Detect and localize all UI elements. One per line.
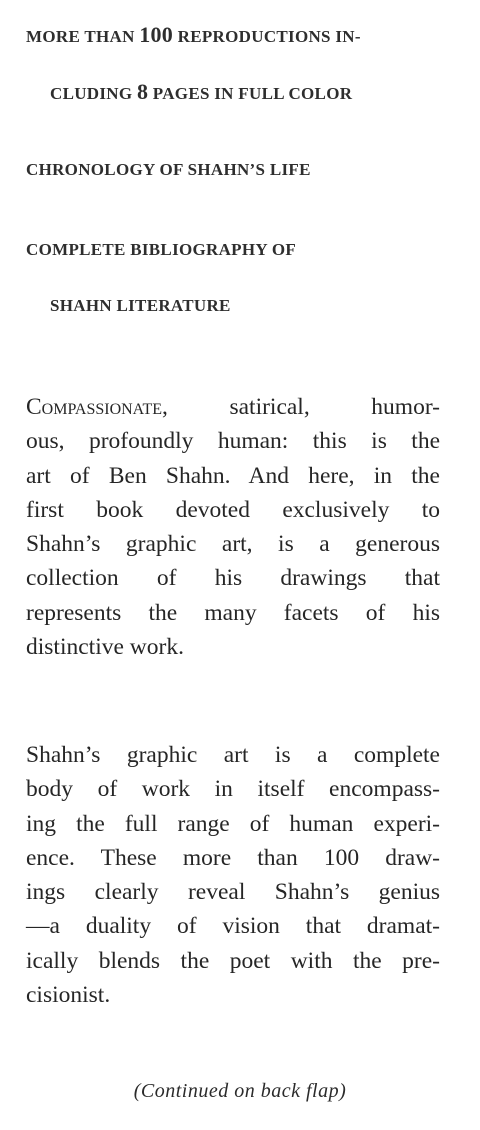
paragraph-line: Shahn’s graphic art is a complete: [26, 742, 440, 768]
paragraph-line: ence. These more than 100 draw-: [26, 844, 440, 871]
feature-line-3: [26, 160, 311, 180]
feature-line-2: [50, 79, 352, 105]
paragraph-line: Shahn’s graphic art, is a generous: [26, 531, 440, 558]
feature-text: CHRONOLOGY OF SHAHN’S LIFE: [26, 160, 311, 179]
feature-number: 100: [139, 22, 174, 47]
feature-line-5: [50, 296, 231, 316]
paragraph-line: ically blends the poet with the pre-: [26, 947, 440, 974]
continued-note: (Continued on back flap): [133, 1080, 347, 1102]
feature-line-4: [26, 240, 296, 260]
paragraph-line: ous, profoundly human: this is the: [26, 428, 440, 455]
paragraph-line: Compassionate, satirical, humor-: [26, 394, 440, 420]
description-paragraph-2: [26, 738, 440, 1012]
description-paragraph-1: [26, 390, 440, 664]
paragraph-line: ings clearly reveal Shahn’s genius: [26, 879, 440, 906]
feature-text: REPRODUCTIONS IN-: [173, 27, 361, 46]
paragraph-line: represents the many facets of his: [26, 599, 440, 626]
paragraph-line: ing the full range of human experi-: [26, 810, 440, 837]
feature-text: COMPLETE BIBLIOGRAPHY OF: [26, 240, 297, 259]
paragraph-line: —a duality of vision that dramat-: [26, 913, 440, 940]
paragraph-line: cisionist.: [26, 982, 111, 1009]
lead-word: Compassionate: [26, 394, 163, 420]
feature-text: MORE THAN: [26, 27, 140, 46]
feature-line-1: [26, 22, 361, 48]
paragraph-line: first book devoted exclusively to: [26, 496, 440, 523]
feature-text: PAGES IN FULL COLOR: [148, 84, 353, 103]
paragraph-line: body of work in itself encompass-: [26, 776, 440, 803]
paragraph-line: art of Ben Shahn. And here, in the: [26, 462, 440, 489]
feature-text: SHAHN LITERATURE: [50, 296, 231, 315]
feature-text: CLUDING: [50, 84, 137, 103]
paragraph-line: distinctive work.: [26, 634, 184, 661]
feature-number: 8: [136, 79, 149, 104]
paragraph-line: collection of his drawings that: [26, 565, 440, 592]
